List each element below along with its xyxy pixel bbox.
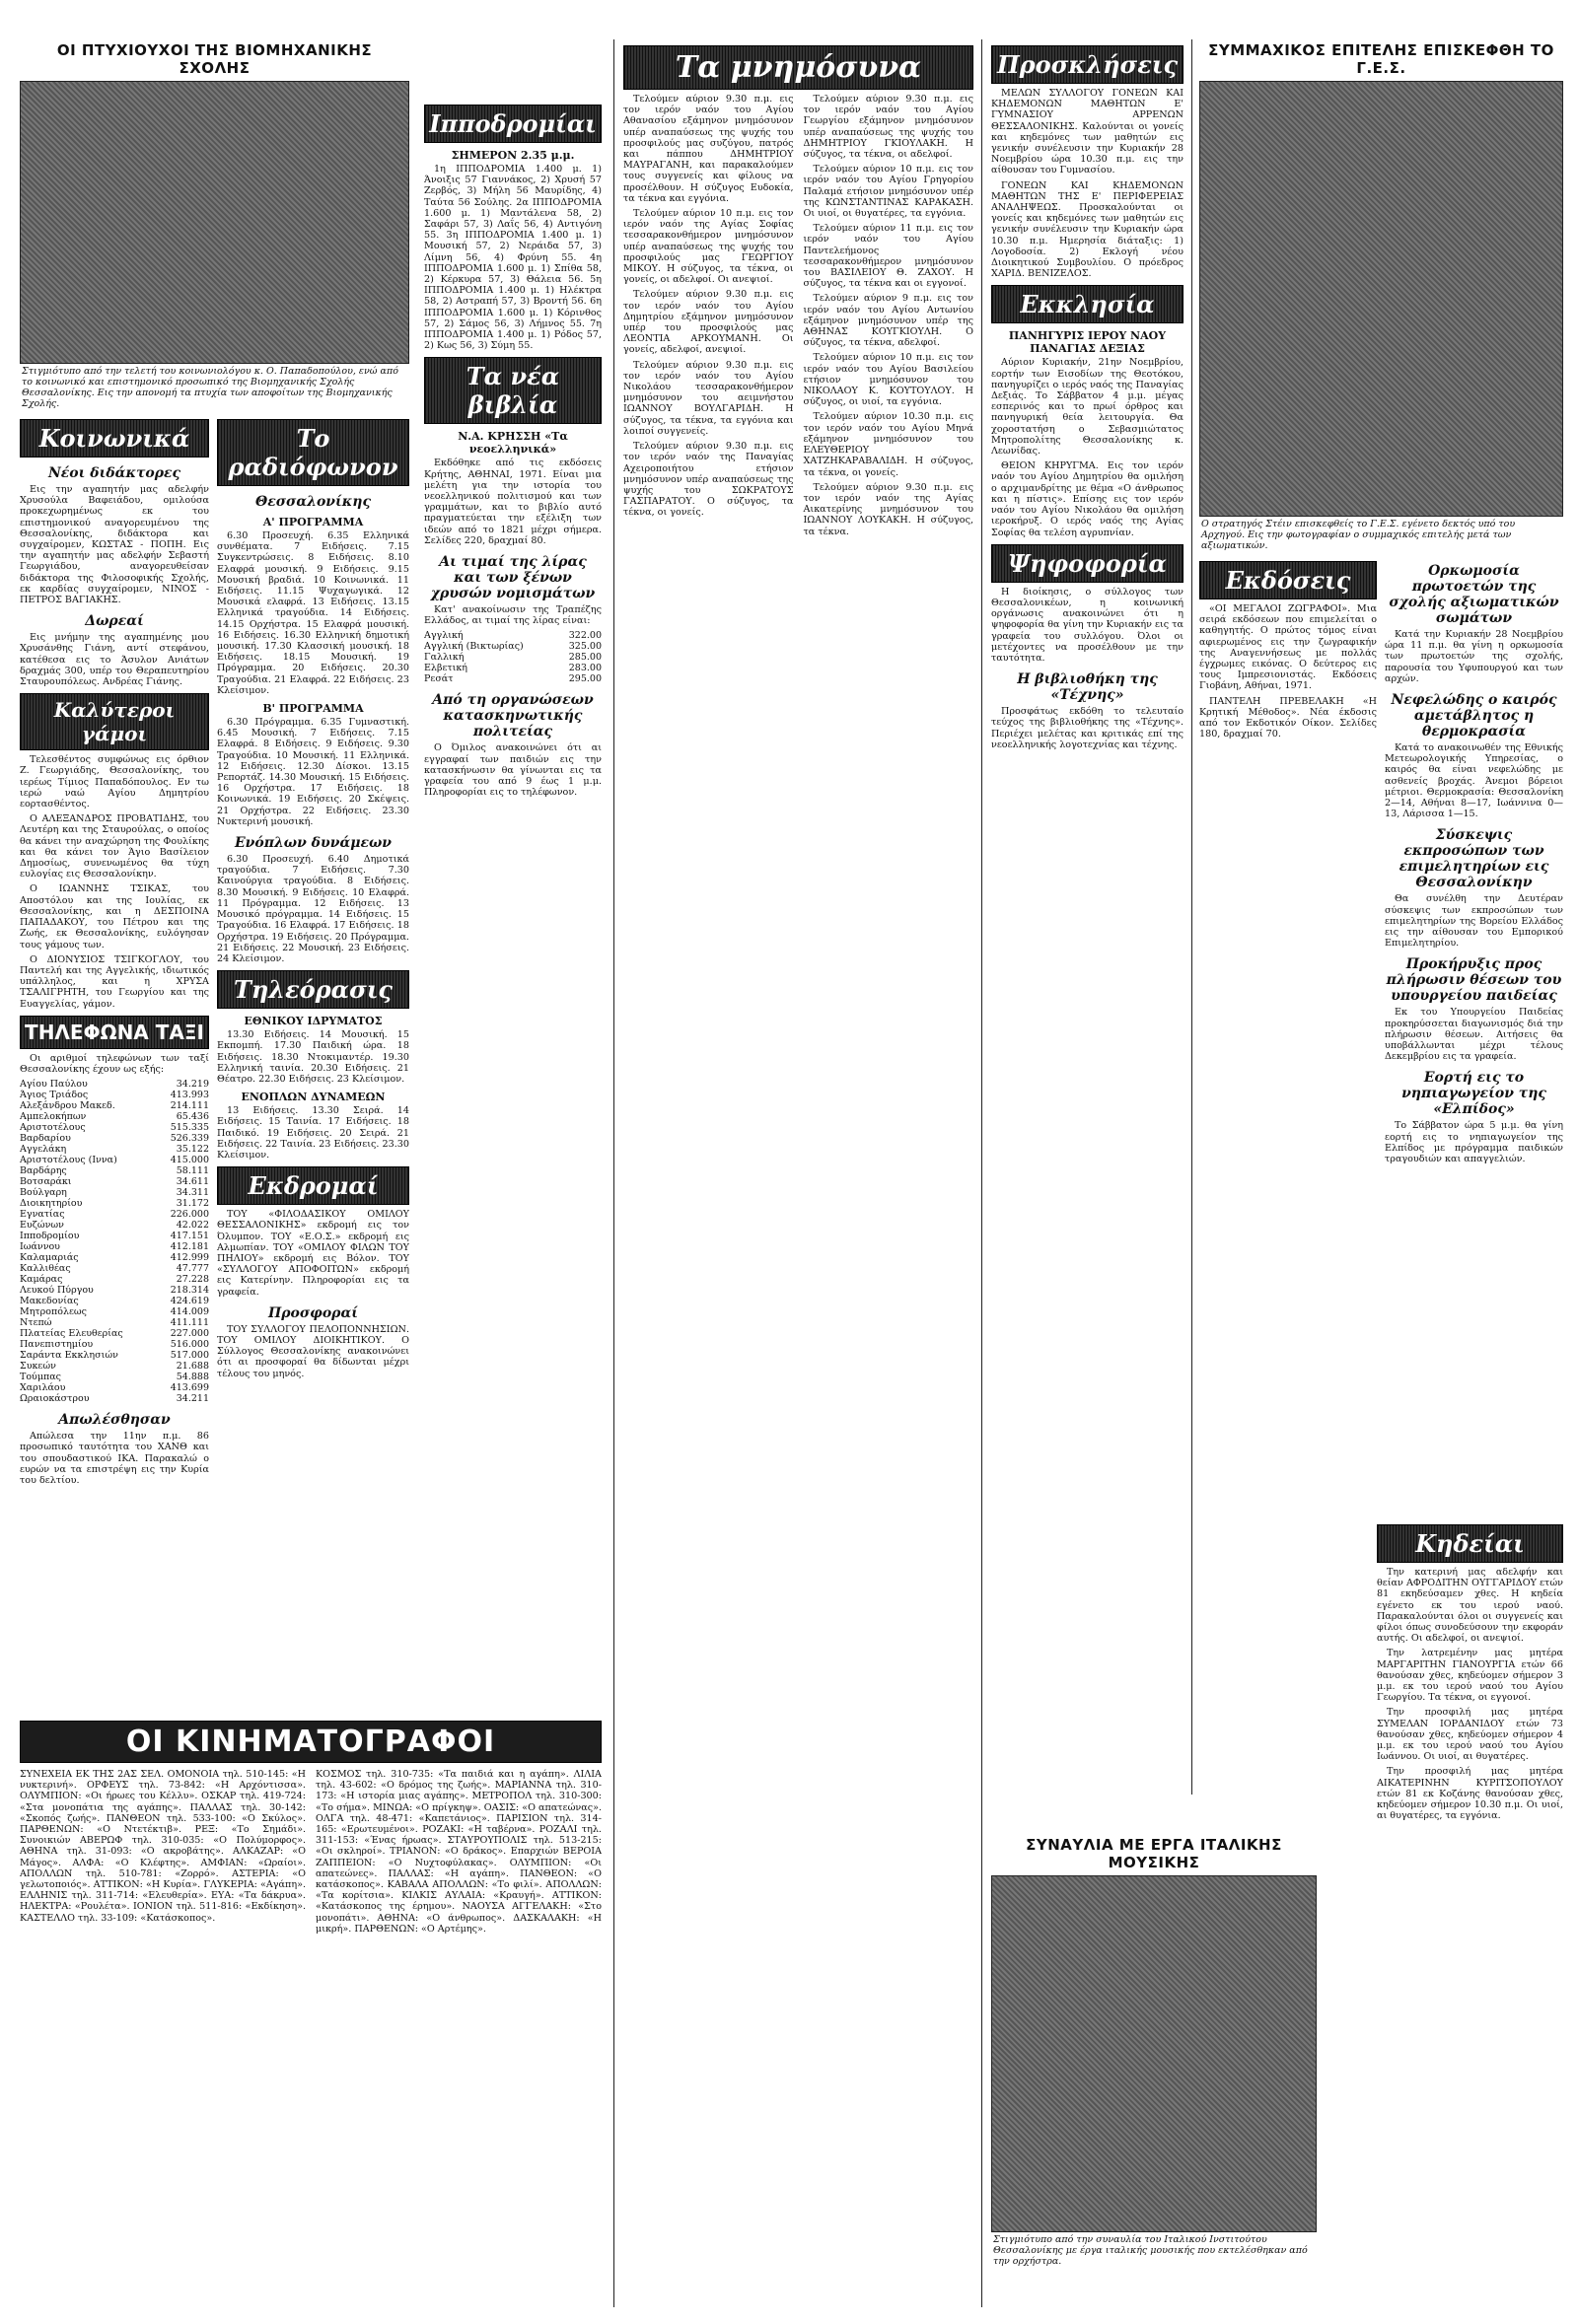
column-rule bbox=[613, 39, 614, 2307]
gold-coin-price: 285.00 bbox=[568, 652, 602, 664]
kindergarten-title: Εορτή εις το νηπιαγωγείον της «Ελπίδος» bbox=[1401, 1070, 1546, 1118]
armed-tv-text: 13 Ειδήσεις. 13.30 Σειρά. 14 Ειδήσεις. 15 Ταινία. 17 Ειδήσεις. 18 Παιδικό. 19 Ειδήσεις. 20 Σειρά. 21 Ειδήσεις. 22 Ταινία. 23 Ειδήσεις. 23.30 Κλείσιμον. bbox=[217, 1105, 409, 1161]
memorial-notice: Τελούμεν αύριον 9.30 π.μ. εις τον ιερόν ναόν του Αγίου Νικολάου τεσσαρακονθήμερον μνημόσυνον του αειμνήστου ΙΩΑΝΝΟΥ ΒΟΥΛΓΑΡΙΔΗ. Η σύζυγος, τα τέκνα, τα εγγόνια και λοιποί συγγενείς. bbox=[623, 359, 794, 437]
taxi-phone-row bbox=[20, 1231, 209, 1241]
hippodrome-date: ΣΗΜΕΡΟΝ 2.35 μ.μ. bbox=[451, 149, 575, 162]
taxi-phone-name: Τούμπας bbox=[20, 1372, 61, 1383]
memorial-notice: Τελούμεν αύριον 9.30 π.μ. εις τον ιερόν ναόν του Αγίου Αθανασίου εξάμηνον μνημόσυνον υπέρ αναπαύσεως της ψυχής του προσφιλούς μας συζύγου, πατρός και πάππου ΔΗΜΗΤΡΙΟΥ ΜΑΥΡΑΓΑΝΗ, και παρακαλούμεν τους συγγενείς και φίλους να προσέλθουν. Η σύζυγος Ευδοκία, τα τέκνα και εγγόνια. bbox=[623, 94, 794, 204]
taxi-phone-row bbox=[20, 1187, 209, 1198]
taxi-phone-row bbox=[20, 1382, 209, 1393]
radio-program-b-text: 6.30 Πρόγραμμα. 6.35 Γυμναστική. 6.45 Μουσική. 7 Ειδήσεις. 7.15 Ελαφρά. 8 Ειδήσεις. 9 Ειδήσεις. 9.30 Τραγούδια. 10 Μουσική. 11 Ελληνικά. 12 Ειδήσεις. 12.30 Δίσκοι. 13.15 Ρεπορτάζ. 14.30 Μουσική. 15 Ειδήσεις. 16 Ορχήστρα. 17 Ειδήσεις. 18 Κοινωνικά. 19 Ειδήσεις. 20 Σκέψεις. 21 Ορχήστρα. 22 Ειδήσεις. 23.30 Νυκτερινή μουσική. bbox=[217, 717, 409, 827]
taxi-phone-number: 227.000 bbox=[170, 1328, 209, 1340]
taxi-phone-number: 218.314 bbox=[170, 1285, 209, 1297]
cinema-list-b: ΚΟΣΜΟΣ τηλ. 310-735: «Τα παιδιά και η αγάπη». ΛΙΛΙΑ τηλ. 43-602: «Ο δρόμος της ζωής». ΜΑΡΙΑΝΝΑ τηλ. 310-173: «Η ιστορία μιας αγάπης». ΜΕΤΡΟΠΟΛ τηλ. 310-300: «Το σήμα». ΜΙΝΩΑ: «Ο πρίγκηψ». ΟΑΣΙΣ: «Ο απατεώνας». ΟΛΓΑ τηλ. 48-471: «Καπετάνιος». ΠΑΡΙΣΙΟΝ τηλ. 314-165: «Ερωτευμένοι». ΡΟΖΑΚΙ: «Η ταβέρνα». ΡΟΖΑΛΙ τηλ. 311-153: «Ένας ήρωας». ΣΤΑΥΡΟΥΠΟΛΙΣ τηλ. 513-215: «Οι σκληροί». ΤΡΙΑΝΟΝ: «Ο δράκος». Επαρχιών ΒΕΡΟΙΑ ΖΑΠΠΕΙΟΝ: «Ο Νυχτοφύλακας». ΟΛΥΜΠΙΟΝ: «Οι απατεώνες». ΠΑΛΛΑΣ: «Η αγάπη». ΠΑΝΘΕΟΝ: «Ο κατάσκοπος». ΚΑΒΑΛΑ ΑΠΟΛΛΩΝ: «Το φιλί». ΑΠΟΛΛΩΝ: «Τα κορίτσια». ΚΙΛΚΙΣ ΑΥΛΑΙΑ: «Κραυγή». ΑΤΤΙΚΟΝ: «Κατάσκοπος της έρημου». ΝΑΟΥΣΑ ΑΓΓΕΛΑΚΗ: «Στο μονοπάτι». ΑΘΗΝΑ: «Ο άνθρωπος». ΔΑΣΚΑΛΑΚΗ: «Η μικρή». ΠΑΡΘΕΝΩΝ: «Ο Αρτέμης». bbox=[316, 1769, 602, 1935]
taxi-phone-row bbox=[20, 1393, 209, 1404]
funerals-column bbox=[1377, 1518, 1563, 2307]
taxi-phone-row bbox=[20, 1372, 209, 1382]
hippodrome-banner: Ιπποδρομίαι bbox=[424, 105, 602, 143]
memorials-banner: Τα μνημόσυνα bbox=[623, 45, 973, 90]
new-books-text: Εκδόθηκε από τις εκδόσεις Κρήτης, ΑΘΗΝΑΙ, 1971. Είναι μια μελέτη για την ιστορία του νεοελληνικού πολιτισμού και των γραμμάτων, και το βιβλίο αυτό πραγματεύεται την εξέλιξη των ιδεών από το 1821 μέχρι σήμερα. Σελίδες 220, δραχμαί 80. bbox=[424, 458, 602, 546]
new-books-banner: Τα νέα βιβλία bbox=[424, 357, 602, 424]
concert-headline: ΣΥΝΑΥΛΙΑ ΜΕ ΕΡΓΑ ΙΤΑΛΙΚΗΣ ΜΟΥΣΙΚΗΣ bbox=[1026, 1836, 1282, 1871]
weather-title: Νεφελώδης ο καιρός αμετάβλητος η θερμοκρασία bbox=[1391, 692, 1557, 740]
taxi-phone-name: Ευζώνων bbox=[20, 1220, 64, 1232]
taxi-phone-row bbox=[20, 1144, 209, 1155]
column-rule bbox=[1191, 39, 1192, 1795]
offers-title: Προσφοραί bbox=[267, 1304, 359, 1321]
cinema-list-a: ΣΥΝΕΧΕΙΑ ΕΚ ΤΗΣ 2ΑΣ ΣΕΛ. ΟΜΟΝΟΙΑ τηλ. 510-145: «Η νυκτερινή». ΟΡΦΕΥΣ τηλ. 73-842: «Η Αρχόντισσα». ΟΛΥΜΠΙΟΝ: «Οι ήρωες του Κέλλυ». ΟΣΚΑΡ τηλ. 419-724: «Στα μονοπάτια της αγάπης». ΠΑΛΛΑΣ τηλ. 30-142: «Σκοπός ζωής». ΠΑΝΘΕΟΝ τηλ. 533-100: «Ο Σκύλος». ΠΑΡΘΕΝΩΝ: «Ο Ντετέκτιβ». ΡΕΞ: «Το Σημάδι». Συνοικιών ΑΒΕΡΩΦ τηλ. 310-035: «Ο Πολύμορφος». ΑΘΗΝΑ τηλ. 31-093: «Ο ακροβάτης». ΑΛΚΑΖΑΡ: «Ο Μάγος». ΑΛΦΑ: «Ο Κλέφτης». ΑΜΦΙΑΝ: «Ωραίοι». ΑΠΟΛΛΩΝ τηλ. 510-781: «Ζορρό». ΑΣΤΕΡΙΑ: «Ο γελωτοποιός». ΑΤΤΙΚΟΝ: «Η Κυρία». ΓΛΥΚΕΡΙΑ: «Αγάπη». ΕΛΛΗΝΙΣ τηλ. 311-714: «Ελευθερία». ΕΥΑ: «Τα δάκρυα». ΗΛΕΚΤΡΑ: «Ρουλέτα». ΙΟΝΙΟΝ τηλ. 511-816: «Εκδίκηση». ΚΑΣΤΕΛΛΟ τηλ. 33-109: «Κατάσκοπος». bbox=[20, 1769, 306, 1924]
gold-coin-price: 325.00 bbox=[568, 641, 602, 653]
taxi-phone-number: 214.111 bbox=[170, 1100, 209, 1112]
taxi-phone-row bbox=[20, 1285, 209, 1296]
weddings-text-1: Τελεσθέντος συμφώνως εις όρθιον Ζ. Γεωργιάδης, Θεσσαλονίκης, του ιερέως Τίμιος Παπαδόπουλος. Εν τω ιερώ ναώ Αγίου Δημητρίου εορτασθέντος. bbox=[20, 754, 209, 810]
taxi-phone-number: 35.122 bbox=[176, 1144, 209, 1156]
taxi-phone-number: 516.000 bbox=[170, 1339, 209, 1351]
taxi-phone-row bbox=[20, 1274, 209, 1285]
memorial-notice: Τελούμεν αύριον 9.30 π.μ. εις τον ιερόν ναόν της Παναγίας Αχειροποιήτου ετήσιον μνημόσυνον υπέρ αναπαύσεως της ψυχής του ΣΩΚΡΑΤΟΥΣ ΓΑΣΠΑΡΑΤΟΥ. Ο σύζυγος, τα τέκνα, οι γονείς. bbox=[623, 441, 794, 519]
radio-banner: Το ραδιόφωνον bbox=[217, 419, 409, 486]
taxi-phone-name: Λευκού Πύργου bbox=[20, 1285, 94, 1297]
taxi-phone-row bbox=[20, 1176, 209, 1187]
taxi-phone-number: 27.228 bbox=[176, 1274, 209, 1286]
taxi-phone-row bbox=[20, 1263, 209, 1274]
taxi-phone-name: Άγιος Τριάδος bbox=[20, 1090, 89, 1101]
chambers-title: Σύσκεψις εκπροσώπων των επιμελητηρίων εις Θεσσαλονίκην bbox=[1399, 827, 1549, 891]
excursions-banner: Εκδρομαί bbox=[217, 1166, 409, 1205]
taxi-phone-name: Πανεπιστημίου bbox=[20, 1339, 94, 1351]
taxi-phone-name: Αγγελάκη bbox=[20, 1144, 67, 1156]
publications-text: «ΟΙ ΜΕΓΑΛΟΙ ΖΩΓΡΑΦΟΙ». Μια σειρά εκδόσεων που επιμελείται ο καθηγητής. Ο πρώτος τόμος είναι αφιερωμένος εις την ζωγραφικήν της Αναγεννήσεως με πολλάς έγχρωμες εικόνας. Ο δεύτερος εις τους Ιμπρεσιονιστάς. Εκδόσεις Γιοβάνη, Αθήναι, 1971. bbox=[1199, 603, 1377, 692]
taxi-phone-number: 21.688 bbox=[176, 1361, 209, 1373]
taxi-phone-name: Συκεών bbox=[20, 1361, 56, 1373]
camp-title: Από τη οργανώσεων κατασκηνωτικής πολιτείας bbox=[432, 692, 594, 740]
taxi-phone-row bbox=[20, 1350, 209, 1361]
taxi-phones-table bbox=[20, 1079, 209, 1404]
taxi-phone-name: Καλαμαριάς bbox=[20, 1252, 79, 1264]
memorial-notice: Τελούμεν αύριον 10 π.μ. εις τον ιερόν ναόν του Αγίου Γρηγορίου Παλαμά ετήσιον μνημόσυνον υπέρ της ΚΩΝΣΤΑΝΤΙΝΑΣ ΚΑΡΑΚΑΣΗ. Οι υιοί, οι θυγατέρες, τα εγγόνια. bbox=[803, 164, 973, 220]
gold-coin-price: 322.00 bbox=[568, 630, 602, 642]
excursions-text: ΤΟΥ «ΦΙΛΟΔΑΣΙΚΟΥ ΟΜΙΛΟΥ ΘΕΣΣΑΛΟΝΙΚΗΣ» εκδρομή εις τον Όλυμπον. ΤΟΥ «Ε.Ο.Σ.» εκδρομή εις Αλμωπίαν. ΤΟΥ «ΟΜΙΛΟΥ ΦΙΛΩΝ ΤΟΥ ΠΗΛΙΟΥ» εκδρομή εις Βόλον. ΤΟΥ «ΣΥΛΛΟΓΟΥ ΑΠΟΦΟΙΤΩΝ» εκδρομή εις Κατερίνην. Πληροφορίαι εις τα γραφεία. bbox=[217, 1209, 409, 1298]
taxi-phone-number: 34.219 bbox=[176, 1079, 209, 1091]
taxi-phone-number: 413.993 bbox=[170, 1090, 209, 1101]
recruitment-title: Προκήρυξις προς πλήρωσιν θέσεων του υπουργείου παιδείας bbox=[1386, 956, 1562, 1005]
taxi-phone-number: 31.172 bbox=[176, 1198, 209, 1210]
gold-price-row bbox=[424, 641, 602, 652]
taxi-phone-name: Αριστοτέλους bbox=[20, 1122, 86, 1134]
taxi-phone-number: 526.339 bbox=[170, 1133, 209, 1145]
taxi-phone-number: 413.699 bbox=[170, 1382, 209, 1394]
memorial-notice: Τελούμεν αύριον 9 π.μ. εις τον ιερόν ναόν του Αγίου Αντωνίου εξάμηνον μνημόσυνον υπέρ της ΑΘΗΝΑΣ ΚΟΥΓΚΙΟΥΛΗ. Ο σύζυγος, τα τέκνα, αδελφοί. bbox=[803, 293, 973, 349]
taxi-phone-row bbox=[20, 1252, 209, 1263]
gold-prices-table bbox=[424, 630, 602, 684]
tv-text: 13.30 Ειδήσεις. 14 Μουσική. 15 Εκπομπή. 17.30 Παιδική ώρα. 18 Ειδήσεις. 18.30 Ντοκιμαντέρ. 19.30 Ελληνική ταινία. 20.30 Ειδήσεις. 21 Θέατρο. 22.30 Ειδήσεις. 23 Κλείσιμον. bbox=[217, 1029, 409, 1085]
taxi-phone-row bbox=[20, 1209, 209, 1220]
taxi-phone-name: Καλλιθέας bbox=[20, 1263, 71, 1275]
taxi-phone-row bbox=[20, 1111, 209, 1122]
column-2 bbox=[424, 99, 602, 1085]
cinema-banner: ΟΙ ΚΙΝΗΜΑΤΟΓΡΑΦΟΙ bbox=[20, 1721, 602, 1763]
tv-subtitle: ΕΘΝΙΚΟΥ ΙΔΡΥΜΑΤΟΣ bbox=[244, 1015, 383, 1028]
publications-column bbox=[1199, 555, 1377, 1168]
taxi-phone-row bbox=[20, 1339, 209, 1350]
radio-program-a-text: 6.30 Προσευχή. 6.35 Ελληνικά συνθέματα. 7 Ειδήσεις. 7.15 Συγκεντρώσεις. 8 Ειδήσεις. 8.10 Ελαφρά μουσική. 9 Ειδήσεις. 9.15 Μουσική βραδιά. 10 Κοινωνικά. 11 Ειδήσεις. 11.15 Ψυχαγωγικά. 12 Μουσικά ελαφρά. 13 Ειδήσεις. 13.15 Ελληνικά τραγούδια. 14 Ειδήσεις. 14.15 Ορχήστρα. 15 Ελαφρά μουσική. 16 Ειδήσεις. 16.30 Ελληνική δημοτική μουσική. 17.30 Κλασσική μουσική. 18 Ειδήσεις. 18.15 Μουσική. 19 Πρόγραμμα. 20 Ειδήσεις. 20.30 Τραγούδια. 21 Ελαφρά. 22 Ειδήσεις. 23 Κλείσιμον. bbox=[217, 530, 409, 696]
taxi-phone-row bbox=[20, 1361, 209, 1372]
taxi-phone-name: Χαριλάου bbox=[20, 1382, 66, 1394]
memorials-column bbox=[623, 39, 973, 2307]
graduates-headline: ΟΙ ΠΤΥΧΙΟΥΧΟΙ ΤΗΣ ΒΙΟΜΗΧΑΝΙΚΗΣ ΣΧΟΛΗΣ bbox=[56, 41, 373, 77]
armed-forces-radio-title: Ενόπλων δυνάμεων bbox=[234, 835, 393, 852]
weddings-text-2: Ο ΑΛΕΞΑΝΔΡΟΣ ΠΡΟΒΑΤΙΔΗΣ, του Λευτέρη και της Σταυρούλας, ο οποίος θα κάνει την αναχώρηση της Φουλίκης και θα κάνει τον Άγιο Βασίλειον Δημοσίως, συνενωμένος θα τύχη ευλογίας εις Θεσσαλονίκην. bbox=[20, 813, 209, 880]
recruitment-text: Εκ του Υπουργείου Παιδείας προκηρύσσεται διαγωνισμός διά την πλήρωσιν θέσεων. Αιτήσεις θα υποβάλλωνται μέχρι τέλους Δεκεμβρίου εις τα γραφεία. bbox=[1385, 1007, 1563, 1063]
taxi-phone-number: 414.009 bbox=[170, 1306, 209, 1318]
radio-column bbox=[217, 413, 409, 1490]
cinema-section bbox=[20, 1721, 602, 2307]
taxi-phone-name: Καμάρας bbox=[20, 1274, 63, 1286]
taxi-phone-name: Ιπποδρομίου bbox=[20, 1231, 80, 1242]
donations-text: Εις μνήμην της αγαπημένης μου Χρυσάνθης Γιάνη, αντί στεφάνου, κατέθεσα εις το Άσυλον Ανιάτων δραχμάς 300, υπέρ του Θεραπευτηρίου Σταυρουπόλεως. Ανδρέας Γιάνης. bbox=[20, 632, 209, 688]
weddings-text-4: Ο ΔΙΟΝΥΣΙΟΣ ΤΣΙΓΚΟΓΛΟΥ, του Παντελή και της Αγγελικής, ιδιωτικός υπάλληλος, και η ΧΡΥΣΑ ΤΣΑΛΙΓΡΗΤΗ, του Γεωργίου και της Ευαγγελίας, γάμον. bbox=[20, 953, 209, 1010]
invitation-text-1: ΜΕΛΩΝ ΣΥΛΛΟΓΟΥ ΓΟΝΕΩΝ ΚΑΙ ΚΗΔΕΜΟΝΩΝ ΜΑΘΗΤΩΝ Ε' ΓΥΜΝΑΣΙΟΥ ΑΡΡΕΝΩΝ ΘΕΣΣΑΛΟΝΙΚΗΣ. Καλούνται οι γονείς και κηδεμόνες των μαθητών εις γενικήν συνέλευσιν την Κυριακήν 28 Νοεμβρίου ώρα 10.30 π.μ. εις την αίθουσαν του Γυμνασίου. bbox=[991, 88, 1184, 176]
taxi-phone-row bbox=[20, 1296, 209, 1306]
allied-photo bbox=[1199, 81, 1563, 517]
gold-prices-title: Αι τιμαί της λίρας και των ξένων χρυσών νομισμάτων bbox=[430, 554, 596, 602]
weather-text: Κατά το ανακοινωθέν της Εθνικής Μετεωρολογικής Υπηρεσίας, ο καιρός θα είναι νεφελώδης με ασθενείς βροχάς. Άνεμοι βόρειοι μέτριοι. Θερμοκρασία: Θεσσαλονίκη 2—14, Αθήναι 8—17, Ιωάννινα 0—13, Λάρισσα 1—15. bbox=[1385, 742, 1563, 820]
taxi-phone-name: Βαρδαρίου bbox=[20, 1133, 71, 1145]
tv-banner: Τηλεόρασις bbox=[217, 970, 409, 1009]
taxi-phone-row bbox=[20, 1241, 209, 1252]
chambers-text: Θα συνέλθη την Δευτέραν σύσκεψις των εκπροσώπων των επιμελητηρίων της Βορείου Ελλάδος εις την αίθουσαν του Εμπορικού Επιμελητηρίου. bbox=[1385, 893, 1563, 950]
taxi-phone-number: 424.619 bbox=[170, 1296, 209, 1307]
gold-price-row bbox=[424, 663, 602, 673]
church-text-2: ΘΕΙΟΝ ΚΗΡΥΓΜΑ. Εις τον ιερόν ναόν του Αγίου Δημητρίου θα ομιλήση ο αρχιμανδρίτης με θέμα «Ο άνθρωπος και η πίστις». Επίσης εις τον ιερόν ναόν του Αγίου Νικολάου θα ομιλήση ιεροκήρυξ. Ο ιερός ναός της Αγίας Σοφίας θα τελέση αγρυπνίαν. bbox=[991, 460, 1184, 538]
taxi-phone-row bbox=[20, 1198, 209, 1209]
taxi-phone-number: 42.022 bbox=[176, 1220, 209, 1232]
funeral-text-2: Την λατρεμένην μας μητέρα ΜΑΡΓΑΡΙΤΗΝ ΓΙΑΝΟΥΡΓΙΑ ετών 66 θανούσαν χθες, κηδεύομεν σήμερον 3 μ.μ. εκ του ιερού ναού του Αγίου Γεωργίου. Τα τέκνα, οι εγγονοί. bbox=[1377, 1648, 1563, 1704]
taxi-phone-row bbox=[20, 1100, 209, 1111]
allied-headline: ΣΥΜΜΑΧΙΚΟΣ ΕΠΙΤΕΛΗΣ ΕΠΙΣΚΕΦΘΗ ΤΟ Γ.Ε.Σ. bbox=[1208, 41, 1554, 77]
publications-text-2: ΠΑΝΤΕΛΗ ΠΡΕΒΕΛΑΚΗ «Η Κρητική Μέθοδος». Νέα έκδοσις από τον Εκδοτικόν Οίκον. Σελίδες 180, δραχμαί 70. bbox=[1199, 695, 1377, 740]
taxi-phone-name: Μητροπόλεως bbox=[20, 1306, 87, 1318]
taxi-phone-number: 65.436 bbox=[176, 1111, 209, 1123]
memorial-notice: Τελούμεν αύριον 10.30 π.μ. εις τον ιερόν ναόν του Αγίου Μηνά εξάμηνον μνημόσυνον του ΕΛΕΥΘΕΡΙΟΥ ΧΑΤΖΗΚΑΡΑΒΑΛΙΔΗ. Η σύζυγος, τα τέκνα, οι γονείς. bbox=[803, 411, 973, 478]
allied-caption: Ο στρατηγός Στέιν επισκεφθείς το Γ.Ε.Σ. εγένετο δεκτός υπό του Αρχηγού. Εις την φωτογραφίαν ο συμμαχικός επιτελής μετά των αξιωματικών. bbox=[1201, 519, 1516, 551]
taxi-phone-row bbox=[20, 1165, 209, 1176]
graduates-caption: Στιγμιότυπο από την τελετή του κοινωνιολόγου κ. Ο. Παπαδοπούλου, ενώ από το κοινωνικό και επιστημονικό προσωπικό της Βιομηχανικής Σχολής Θεσσαλονίκης. Εις την απονομή τα πτυχία των αποφοίτων της Βιομηχανικής Σχολής. bbox=[22, 366, 398, 409]
taxi-phone-number: 58.111 bbox=[176, 1165, 209, 1177]
memorial-notice: Τελούμεν αύριον 9.30 π.μ. εις τον ιερόν ναόν του Αγίου Δημητρίου εξάμηνον μνημόσυνον υπέρ του προσφιλούς μας ΛΕΟΝΤΙΑ ΑΡΚΟΥΜΑΝΗ. Οι γονείς, αδελφοί, ανεψιοί. bbox=[623, 289, 794, 356]
taxi-phone-name: Αγίου Παύλου bbox=[20, 1079, 88, 1091]
gold-price-row bbox=[424, 673, 602, 684]
ballot-text: Η διοίκησις, ο σύλλογος των Θεσσαλονικέων, η κοινωνική οργάνωσις ανακοινώνει ότι η ψηφοφορία θα γίνη την Κυριακήν εις τα γραφεία του συλλόγου. Όλοι οι μετέχοντες να προσέλθουν με την ταυτότητα. bbox=[991, 586, 1184, 664]
lost-text: Απώλεσα την 11ην π.μ. 86 προσωπικό ταυτότητα του ΧΑΝΘ και του σπουδαστικού ΙΚΑ. Παρακαλώ ο ευρών να τα επιστρέψη εις την Κυρία του δελτίου. bbox=[20, 1431, 209, 1486]
social-banner: Κοινωνικά bbox=[20, 419, 209, 458]
memorial-notice: Τελούμεν αύριον 10 π.μ. εις τον ιερόν ναόν του Αγίου Βασιλείου ετήσιον μνημόσυνον του ΝΙΚΟΛΑΟΥ Κ. ΚΟΥΤΟΥΛΟΥ. Η σύζυγος, οι υιοί, τα εγγόνια. bbox=[803, 352, 973, 408]
hippodrome-text: 1η ΙΠΠΟΔΡΟΜΙΑ 1.400 μ. 1) Άνοιξις 57 Γιαννάκος, 2) Χρυσή 57 Ζερβός, 3) Μήλη 56 Μαυρίδης, 4) Ταύτα 56 Σούλης. 2α ΙΠΠΟΔΡΟΜΙΑ 1.600 μ. 1) Μαντάλενα 58, 2) Σαφάρι 57, 3) Λαΐς 56, 4) Αντιγόνη 55. 3η ΙΠΠΟΔΡΟΜΙΑ 1.400 μ. 1) Μουσική 57, 2) Νεράιδα 57, 3) Λίμνη 56, 4) Φρύνη 55. 4η ΙΠΠΟΔΡΟΜΙΑ 1.600 μ. 1) Σπίθα 58, 2) Κέρκυρα 57, 3) Θάλεια 56. 5η ΙΠΠΟΔΡΟΜΙΑ 1.400 μ. 1) Ηλέκτρα 58, 2) Αστραπή 57, 3) Βροντή 56. 6η ΙΠΠΟΔΡΟΜΙΑ 1.600 μ. 1) Κόρινθος 57, 2) Σάμος 56, 3) Λήμνος 55. 7η ΙΠΠΟΔΡΟΜΙΑ 1.400 μ. 1) Ρόδος 57, 2) Κως 56, 3) Σύμη 55. bbox=[424, 164, 602, 352]
taxi-phones-banner: ΤΗΛΕΦΩΝΑ ΤΑΞΙ bbox=[20, 1016, 209, 1049]
invitation-text-2: ΓΟΝΕΩΝ ΚΑΙ ΚΗΔΕΜΟΝΩΝ ΜΑΘΗΤΩΝ ΤΗΣ Ε' ΠΕΡΙΦΕΡΕΙΑΣ ΑΝΑΛΗΨΕΩΣ. Προσκαλούνται οι γονείς και κηδεμόνες των μαθητών εις γενικήν συνέλευσιν την Κυριακήν ώρα 10.30 π.μ. Ημερησία διάταξις: 1) Λογοδοσία. 2) Εκλογή νέου Διοικητικού Συμβουλίου. Ο πρόεδρος ΧΑΡΙΔ. ΒΕΝΙΖΕΛΟΣ. bbox=[991, 179, 1184, 280]
taxi-phone-number: 412.181 bbox=[170, 1241, 209, 1253]
taxi-phone-name: Βούλγαρη bbox=[20, 1187, 67, 1199]
taxi-phone-name: Πλατείας Ελευθερίας bbox=[20, 1328, 123, 1340]
taxi-phone-name: Ωραιοκάστρου bbox=[20, 1393, 90, 1405]
taxi-phone-row bbox=[20, 1079, 209, 1090]
taxi-phone-row bbox=[20, 1306, 209, 1317]
oath-title: Ορκωμοσία πρωτοετών της σχολής αξιωματικών σωμάτων bbox=[1389, 563, 1559, 626]
taxi-phone-name: Βοτσαράκι bbox=[20, 1176, 72, 1188]
church-text: Αύριον Κυριακήν, 21ην Νοεμβρίου, εορτήν των Εισοδίων της Θεοτόκου, πανηγυρίζει ο ιερός ναός της Παναγίας Δεξιάς. Το Σάββατον 4 μ.μ. μέγας εσπερινός και το πρωί όρθρος και πανηγυρική θεία λειτουργία. Θα χοροστατήση ο Σεβασμιώτατος Μητροπολίτης Θεσσαλονίκης κ. Λεωνίδας. bbox=[991, 357, 1184, 458]
taxi-phone-name: Μακεδονίας bbox=[20, 1296, 79, 1307]
taxi-phone-number: 412.999 bbox=[170, 1252, 209, 1264]
gold-coin-name: Ελβετική bbox=[424, 663, 467, 674]
gold-price-row bbox=[424, 652, 602, 663]
taxi-phone-name: Αμπελοκήπων bbox=[20, 1111, 87, 1123]
armed-tv-title: ΕΝΟΠΛΩΝ ΔΥΝΑΜΕΩΝ bbox=[241, 1091, 386, 1104]
gold-coin-name: Αγγλική (Βικτωρίας) bbox=[424, 641, 524, 653]
taxi-phone-number: 411.111 bbox=[170, 1317, 209, 1329]
weddings-banner: Καλύτεροι γάμοι bbox=[20, 693, 209, 750]
memorial-notice: Τελούμεν αύριον 11 π.μ. εις τον ιερόν ναόν του Αγίου Παντελεήμονος τεσσαρακονθήμερον μνημόσυνον του ΒΑΣΙΛΕΙΟΥ Θ. ΖΑΧΟΥ. Η σύζυγος, τα τέκνα και οι εγγονοί. bbox=[803, 223, 973, 290]
memorial-notice: Τελούμεν αύριον 10 π.μ. εις τον ιερόν ναόν της Αγίας Σοφίας τεσσαρακονθήμερον μνημόσυνον υπέρ αναπαύσεως της ψυχής του προσφιλούς μας ΓΕΩΡΓΙΟΥ ΜΙΚΟΥ. Η σύζυγος, τα τέκνα, οι γονείς, οι αδελφοί. Οι ανεψιοί. bbox=[623, 208, 794, 286]
taxi-phone-row bbox=[20, 1133, 209, 1144]
taxi-phone-number: 515.335 bbox=[170, 1122, 209, 1134]
taxi-phone-row bbox=[20, 1220, 209, 1231]
graduates-photo bbox=[20, 81, 409, 364]
gold-coin-name: Αγγλική bbox=[424, 630, 464, 642]
taxi-phones-intro: Οι αριθμοί τηλεφώνων των ταξί Θεσσαλονίκης έχουν ως εξής: bbox=[20, 1052, 209, 1075]
gold-coin-name: Γαλλική bbox=[424, 652, 465, 664]
library-title: Η βιβλιοθήκη της «Τέχνης» bbox=[1017, 671, 1158, 704]
gold-price-row bbox=[424, 630, 602, 641]
radio-program-a-title: Α' ΠΡΟΓΡΑΜΜΑ bbox=[262, 516, 364, 528]
taxi-phone-number: 54.888 bbox=[176, 1372, 209, 1383]
column-rule bbox=[981, 39, 982, 2307]
church-banner: Εκκλησία bbox=[991, 285, 1184, 323]
taxi-phone-row bbox=[20, 1328, 209, 1339]
newspaper-page bbox=[20, 39, 1563, 2307]
armed-forces-radio-text: 6.30 Προσευχή. 6.40 Δημοτικά τραγούδια. 7 Ειδήσεις. 7.30 Καινούργια τραγούδια. 8 Ειδήσεις. 8.30 Μουσική. 9 Ειδήσεις. 10 Ελαφρά. 11 Πρόγραμμα. 12 Ειδήσεις. 13 Μουσικό πρόγραμμα. 14 Ειδήσεις. 15 Τραγούδια. 16 Ελαφρά. 17 Ειδήσεις. 18 Ορχήστρα. 19 Ειδήσεις. 20 Πρόγραμμα. 21 Ειδήσεις. 22 Μουσική. 23 Ειδήσεις. 24 Κλείσιμον. bbox=[217, 854, 409, 964]
funeral-text-3: Την προσφιλή μας μητέρα ΣΥΜΕΛΑΝ ΙΟΡΔΑΝΙΔΟΥ ετών 73 θανούσαν χθες, κηδεύομεν σήμερον 4 μ.μ. εκ του ιερού ναού του Αγίου Ιωάννου. Οι υιοί, αι θυγατέρες. bbox=[1377, 1707, 1563, 1763]
funerals-banner: Κηδείαι bbox=[1377, 1524, 1563, 1563]
ballot-banner: Ψηφοφορία bbox=[991, 544, 1184, 583]
taxi-phone-number: 415.000 bbox=[170, 1155, 209, 1166]
weddings-text-3: Ο ΙΩΑΝΝΗΣ ΤΣΙΚΑΣ, του Αποστόλου και της Ιουλίας, εκ Θεσσαλονίκης, και η ΔΕΣΠΟΙΝΑ ΠΑΠΑΔΑΚΟΥ, του Πέτρου και της Ζωής, εκ Θεσσαλονίκης, ευλόγησαν τους γάμους των. bbox=[20, 883, 209, 951]
memorial-notice: Τελούμεν αύριον 9.30 π.μ. εις τον ιερόν ναόν του Αγίου Γεωργίου εξάμηνον μνημόσυνον υπέρ αναπαύσεως της ψυχής του ΔΗΜΗΤΡΙΟΥ ΓΚΙΟΥΛΑΚΗ. Η σύζυγος, τα τέκνα, οι αδελφοί. bbox=[803, 94, 973, 161]
funeral-text-4: Την προσφιλή μας μητέρα ΑΙΚΑΤΕΡΙΝΗΝ ΚΥΡΙΤΣΟΠΟΥΛΟΥ ετών 81 εκ Κοζάνης θανούσαν χθες, κηδεύομεν σήμερον 10.30 π.μ. Οι υιοί, αι θυγατέρες, τα εγγόνια. bbox=[1377, 1766, 1563, 1822]
church-title: ΠΑΝΗΓΥΡΙΣ ΙΕΡΟΥ ΝΑΟΥ ΠΑΝΑΓΙΑΣ ΔΕΞΙΑΣ bbox=[1008, 329, 1167, 356]
taxi-phone-number: 417.151 bbox=[170, 1231, 209, 1242]
donations-title: Δωρεαί bbox=[85, 613, 144, 630]
new-doctors-title: Νέοι διδάκτορες bbox=[47, 465, 181, 481]
library-text: Προσφάτως εκδόθη το τελευταίο τεύχος της βιβλιοθήκης της «Τέχνης». Περιέχει μελέτας και κριτικάς επί της νεοελληνικής λογοτεχνίας και τέχνης. bbox=[991, 706, 1184, 750]
kindergarten-text: Το Σάββατον ώρα 5 μ.μ. θα γίνη εορτή εις το νηπιαγωγείον της Ελπίδος με πρόγραμμα παιδικών τραγουδιών και απαγγελιών. bbox=[1385, 1120, 1563, 1165]
new-books-title: Ν.Α. ΚΡΗΣΣΗ «Τα νεοελληνικά» bbox=[458, 430, 568, 457]
taxi-phone-number: 47.777 bbox=[176, 1263, 209, 1275]
gold-coin-price: 295.00 bbox=[568, 673, 602, 685]
taxi-phone-name: Αλεξάνδρου Μακεδ. bbox=[20, 1100, 115, 1112]
taxi-phone-number: 226.000 bbox=[170, 1209, 209, 1221]
taxi-phone-name: Διοικητηρίου bbox=[20, 1198, 83, 1210]
taxi-phone-row bbox=[20, 1122, 209, 1133]
invitations-banner: Προσκλήσεις bbox=[991, 45, 1184, 84]
gold-coin-price: 283.00 bbox=[568, 663, 602, 674]
radio-city: Θεσσαλονίκης bbox=[255, 494, 371, 510]
gold-prices-intro: Κατ' ανακοίνωσιν της Τραπέζης Ελλάδος, αι τιμαί της λίρας είναι: bbox=[424, 604, 602, 627]
gold-coin-name: Ρεσάτ bbox=[424, 673, 454, 685]
social-column bbox=[20, 413, 209, 1490]
taxi-phone-number: 34.211 bbox=[176, 1393, 209, 1405]
taxi-phone-name: Ντεπώ bbox=[20, 1317, 52, 1329]
camp-text: Ο Όμιλος ανακοινώνει ότι αι εγγραφαί των παιδιών εις την κατασκήνωσιν θα γίνωνται εις τα γραφεία του από 9 έως 1 μ.μ. Πληροφορίαι εις το τηλέφωνον. bbox=[424, 742, 602, 799]
taxi-phone-name: Αριστοτέλους (Ιννα) bbox=[20, 1155, 117, 1166]
taxi-phone-name: Σαράντα Εκκλησιών bbox=[20, 1350, 118, 1362]
concert-caption: Στιγμιότυπο από την συναυλία του Ιταλικού Ινστιτούτου Θεσσαλονίκης με έργα ιταλικής μουσικής που εκτελέσθηκαν από την ορχήστρα. bbox=[993, 2234, 1308, 2267]
taxi-phone-number: 517.000 bbox=[170, 1350, 209, 1362]
offers-text: ΤΟΥ ΣΥΛΛΟΓΟΥ ΠΕΛΟΠΟΝΝΗΣΙΩΝ. ΤΟΥ ΟΜΙΛΟΥ ΔΙΟΙΚΗΤΙΚΟΥ. Ο Σύλλογος Θεσσαλονίκης ανακοινώνει ότι αι προσφοραί θα δίδωνται μέχρι τέλους του μηνός. bbox=[217, 1323, 409, 1379]
lost-title: Απωλέσθησαν bbox=[58, 1412, 171, 1429]
news-column bbox=[1385, 555, 1563, 1168]
taxi-phone-row bbox=[20, 1090, 209, 1100]
radio-program-b-title: Β' ΠΡΟΓΡΑΜΜΑ bbox=[262, 702, 364, 716]
taxi-phone-name: Βαρδάρης bbox=[20, 1165, 67, 1177]
taxi-phone-row bbox=[20, 1317, 209, 1328]
taxi-phone-name: Εγνατίας bbox=[20, 1209, 65, 1221]
memorial-notice: Τελούμεν αύριον 9.30 π.μ. εις τον ιερόν ναόν της Αγίας Αικατερίνης μνημόσυνον του ΙΩΑΝΝΟΥ ΛΟΥΚΑΚΗ. Η σύζυγος, τα τέκνα. bbox=[803, 481, 973, 537]
taxi-phone-name: Ιωάννου bbox=[20, 1241, 60, 1253]
new-doctors-text: Εις την αγαπητήν μας αδελφήν Χρυσούλα Βαφειάδου, ομιλούσα προκεχωρημένως εκ του επιστημονικού αναγορευμένου της Θεσσαλονίκης, διδάκτορα και συγχαίρομεν, ΚΩΣΤΑΣ - ΠΟΠΗ. Εις την αγαπητήν μας αδελφήν Σεβαστή Γεωργιάδου, αναγορευθείσαν διδάκτορα της Φιλοσοφικής Σχολής, εκ καρδίας συγχαίρομεν, ΝΙΝΟΣ - ΠΕΤΡΟΣ ΒΑΓΙΑΚΗΣ. bbox=[20, 484, 209, 606]
taxi-phone-row bbox=[20, 1155, 209, 1165]
oath-text: Κατά την Κυριακήν 28 Νοεμβρίου ώρα 11 π.μ. θα γίνη η ορκωμοσία των πρωτοετών της σχολής, παρουσία του Υφυπουργού και των αρχών. bbox=[1385, 629, 1563, 684]
funeral-text-1: Την κατερινή μας αδελφήν και θείαν ΑΦΡΟΔΙΤΗΝ ΟΥΓΓΑΡΙΔΟΥ ετών 81 εκηδεύσαμεν χθες. Η κηδεία εγένετο εκ του ιερού ναού. Παρακαλούνται όλοι οι συγγενείς και φίλοι όπως συνοδεύσουν την εκφοράν αυτής. Οι αδελφοί, οι ανεψιοί. bbox=[1377, 1567, 1563, 1645]
taxi-phone-number: 34.611 bbox=[176, 1176, 209, 1188]
publications-banner: Εκδόσεις bbox=[1199, 561, 1377, 599]
taxi-phone-number: 34.311 bbox=[176, 1187, 209, 1199]
